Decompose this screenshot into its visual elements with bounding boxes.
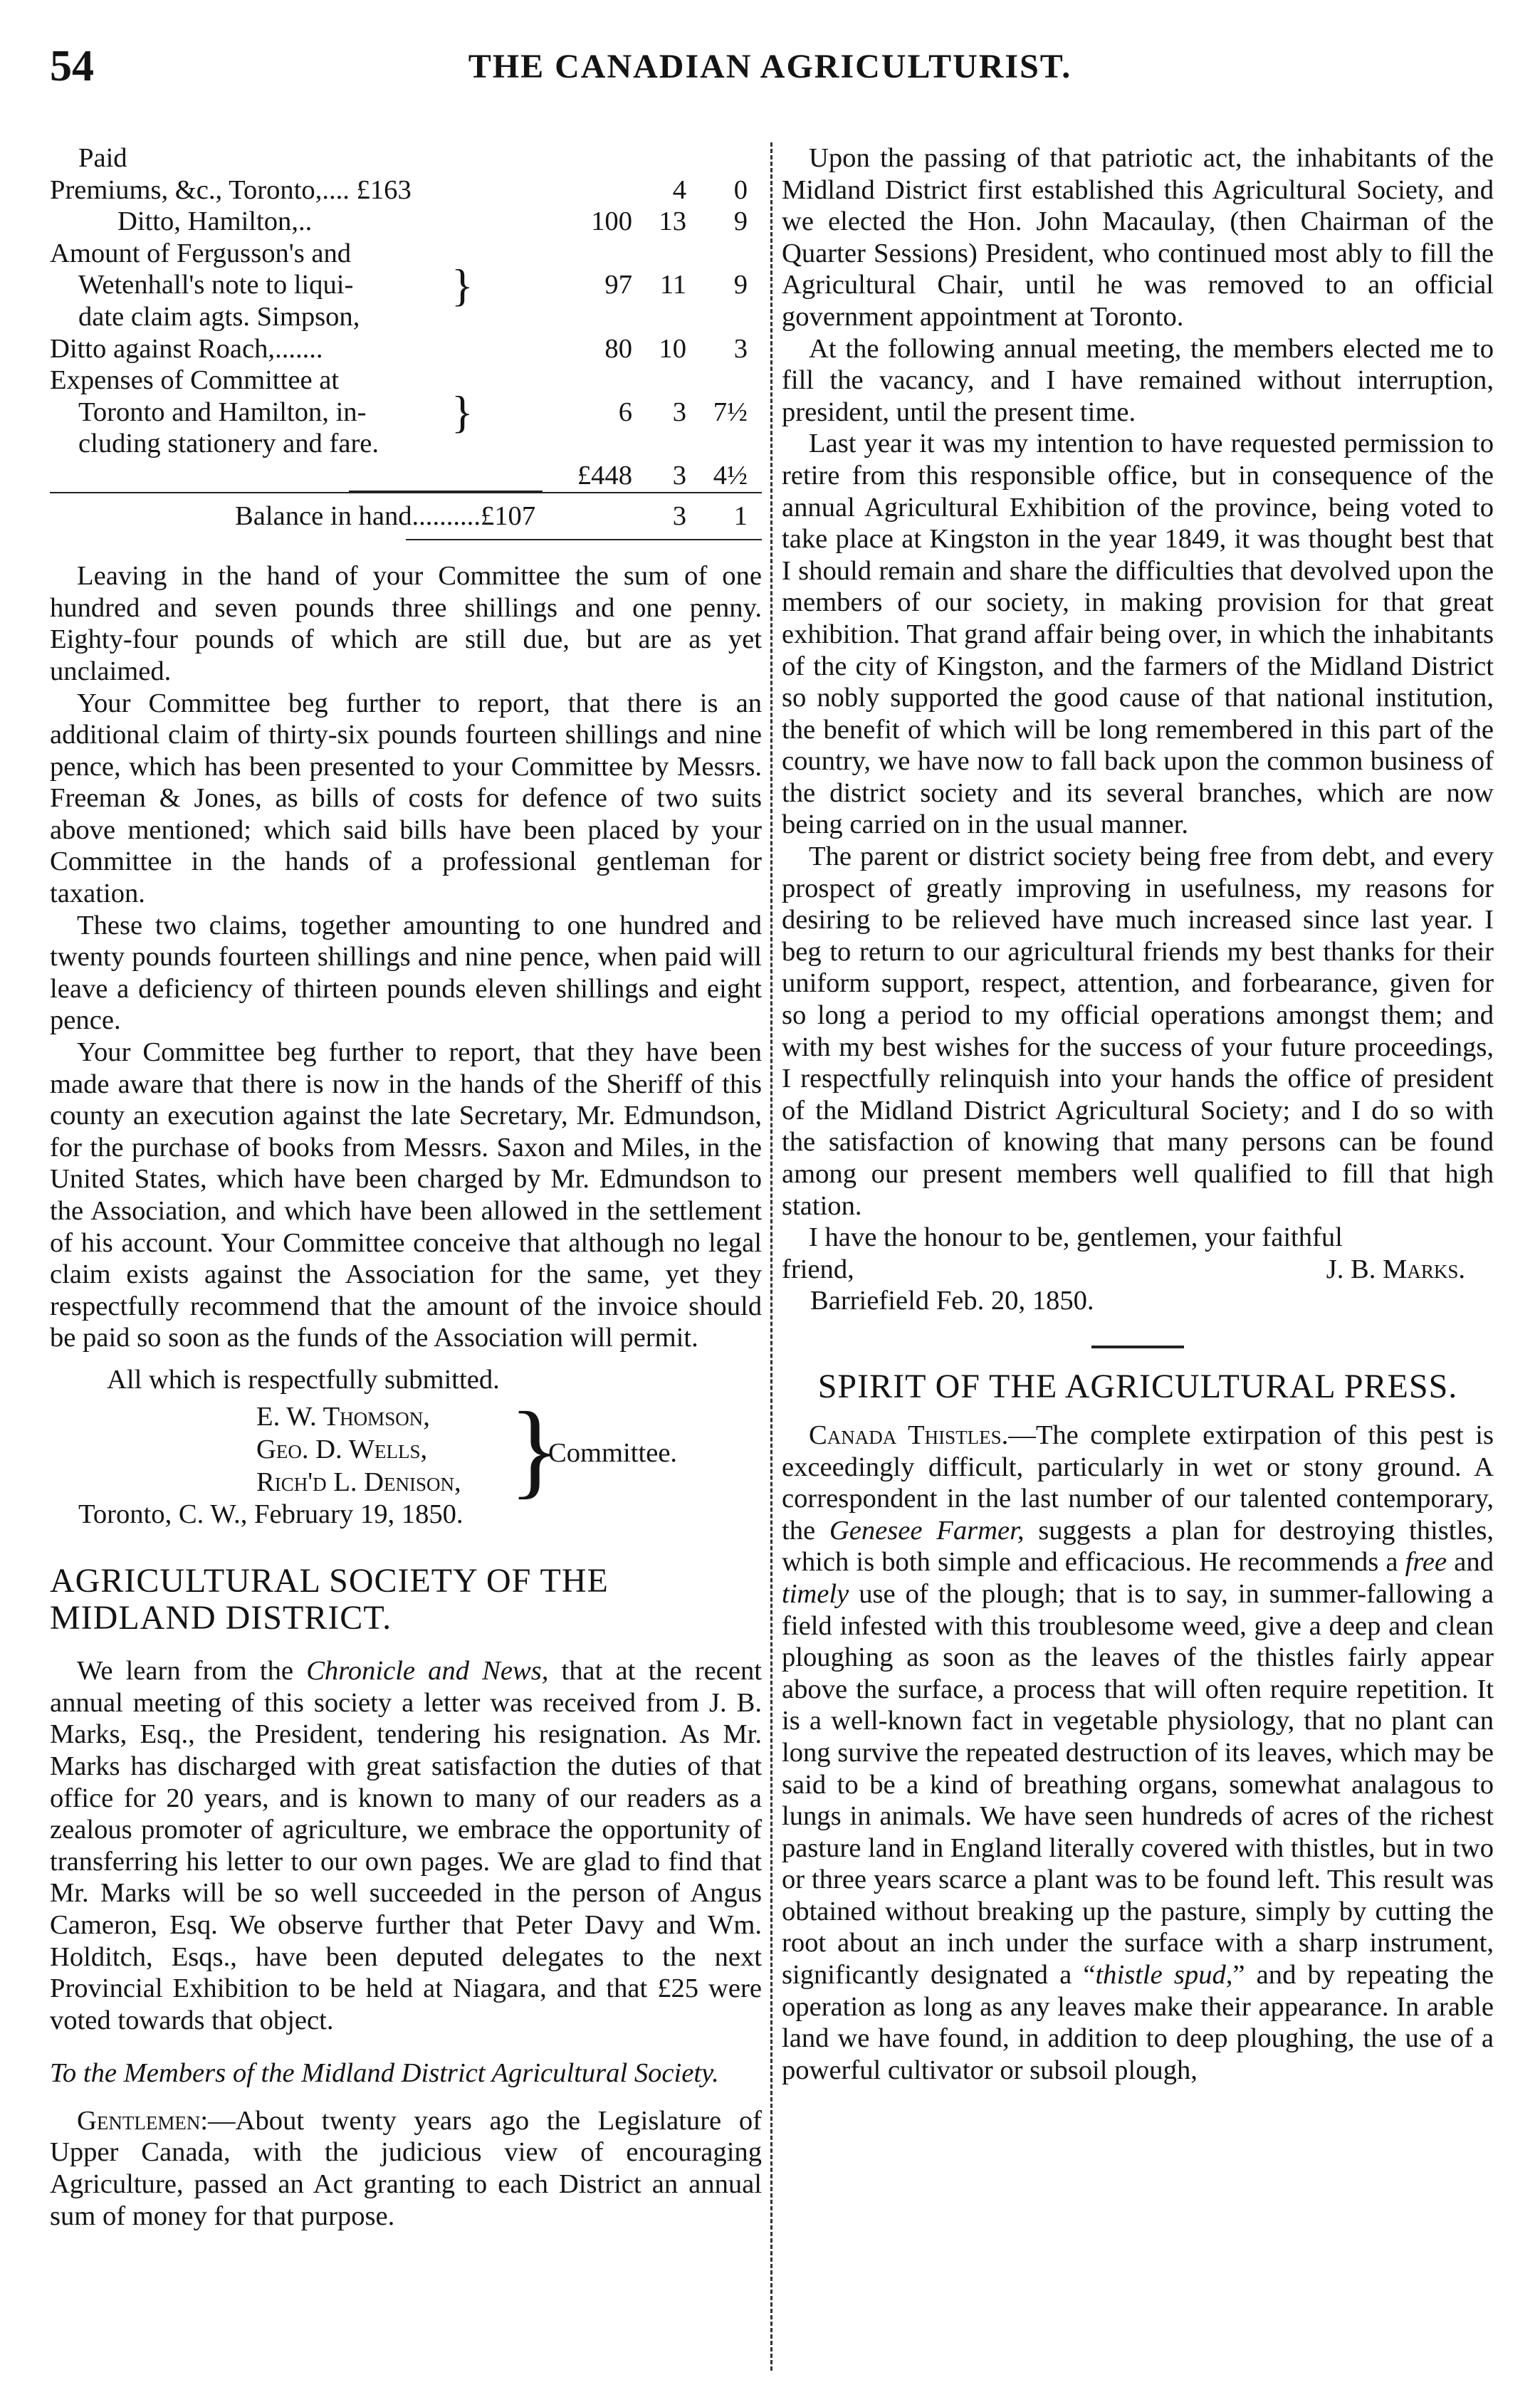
signer-name: Rich'd L. Denison, (256, 1467, 461, 1497)
place-date: Barriefield Feb. 20, 1850. (810, 1286, 1094, 1316)
account-pence: 0 (733, 174, 748, 205)
account-label: Ditto, Hamilton,.. (117, 206, 313, 237)
signer-name: E. W. Thomson, (256, 1401, 430, 1432)
paragraph: At the following annual meeting, the members elected me to fill the vacancy, and I have remained without interruption, president, until the present time. (782, 333, 1494, 427)
letter-address: To the Members of the Midland District Agricultural Society. (50, 2058, 719, 2089)
paragraph (50, 2105, 762, 2232)
newspaper-title: Chronicle and News, (306, 1656, 549, 1687)
total-row (50, 460, 762, 493)
article-heading: AGRICULTURAL SOCIETY OF THE MIDLAND DISTRICT. (50, 1562, 609, 1637)
section-heading: SPIRIT OF THE AGRICULTURAL PRESS. (817, 1367, 1458, 1405)
newspaper-title: Genesee Farmer, (829, 1515, 1025, 1546)
left-column (50, 142, 762, 2232)
brace: } (451, 259, 473, 310)
balance-pence: 1 (686, 493, 748, 533)
emphasis: free (1405, 1547, 1447, 1578)
account-pounds: 6 (618, 397, 632, 427)
account-label: date claim agts. Simpson, (78, 301, 360, 332)
closing-word: friend, (782, 1254, 854, 1284)
text-run: :—About twenty years ago the Legislature of Upper Canada, with the judicious view of encouraging Agriculture, passed an Act granting to each District an annual sum of money for that purpose. (50, 2105, 762, 2231)
table-row (50, 238, 762, 333)
brace: } (451, 387, 473, 438)
paragraph: Your Committee beg further to report, that there is an additional claim of thirty-six pounds fourteen shillings and nine pence, which has been presented to your Committee by Messrs. Freeman & Jones, as bills of costs for defence of two suits above mentioned; which said bills have been placed by your Committee in the hands of a professional gentleman for taxation. (50, 688, 762, 909)
account-heading-row (50, 142, 762, 174)
account-label: cluding stationery and fare. (78, 429, 379, 459)
text-run: ” and by repeating the operation as long as any leaves make their appearance. In arable land we have found, in addition to deep ploughing, the use of a powerful cultivator or subsoil plough, (782, 1960, 1494, 2085)
paragraph: Leaving in the hand of your Committee the sum of one hundred and seven pounds three shillings and one penny. Eighty-four pounds of which are still due, but are as yet unclaimed. (50, 561, 762, 686)
table-row (50, 365, 762, 460)
account-pounds: 80 (604, 333, 632, 364)
signer-name: Geo. D. Wells, (256, 1434, 428, 1464)
emphasis: thistle spud, (1095, 1960, 1233, 1991)
account-label: Premiums, &c., Toronto,.... £163 (50, 174, 412, 205)
dateline: Toronto, C. W., February 19, 1850. (78, 1499, 463, 1529)
account-pence: 3 (733, 333, 748, 364)
account-label: Ditto against Roach,....... (50, 333, 323, 364)
account-label: Toronto and Hamilton, in- (78, 397, 367, 427)
text-run: We learn from the (77, 1656, 307, 1687)
account-label: Expenses of Committee at (50, 365, 340, 396)
committee-signature (50, 1390, 762, 1509)
text-run: suggests a plan for destroying thistles, which is both simple and efficacious. He recommends a (782, 1515, 1494, 1578)
closing-line (782, 1254, 1494, 1286)
account-pounds: 97 (604, 270, 632, 300)
salutation: Gentlemen (77, 2105, 201, 2136)
paragraph (50, 1655, 762, 2036)
right-column (782, 142, 1494, 2086)
emphasis: timely (782, 1578, 849, 1609)
account-shillings: 11 (659, 270, 686, 300)
account-pence: 7½ (713, 397, 748, 427)
letter-signer: J. B. Marks. (1326, 1254, 1465, 1284)
paragraph: Your Committee beg further to report, that they have been made aware that there is now in the hands of the Sheriff of this county an execution against the late Secretary, Mr. Edmundson, for the purchase of books from Messrs. Saxon and Miles, in the United States, which have been charged by Mr. Edmundson to the Association, and which have been allowed in the settlement of his account. Your Committee conceive that although no legal claim exists against the Association for the same, yet they respectfully recommend that the amount of the invoice should be paid so soon as the funds of the Association will permit. (50, 1037, 762, 1353)
paragraph: Upon the passing of that patriotic act, the inhabitants of the Midland District first established this Agricultural Society, and we elected the Hon. John Macaulay, (then Chairman of the Quarter Sessions) President, who continued most ably to fill the Agricultural Chair, until he was removed to an official government appointment at Toronto. (782, 143, 1494, 332)
balance-row (50, 493, 762, 533)
account-total-pence: 4½ (713, 460, 748, 491)
text-run: —The complete extirpation of this pest is exceedingly difficult, particularly in wet or stony ground. A correspondent in the last number of our talented contemporary, the (782, 1420, 1494, 1546)
account-pounds: 100 (591, 206, 632, 237)
balance-shillings: 3 (632, 493, 686, 533)
balance-label: Balance in hand..........£107 (50, 493, 632, 533)
page-header (50, 41, 1490, 105)
page-number: 54 (50, 42, 94, 90)
section-divider (1091, 1346, 1184, 1348)
paragraph (782, 1420, 1494, 2086)
item-lead: Canada Thistles. (809, 1420, 1009, 1450)
table-row (50, 333, 762, 365)
text-run: use of the plough; that is to say, in summer-fallowing a field infested with this troublesome weed, give a deep and clean ploughing as soon as the leaves of the thistles fairly appear above the surface, a process that will often require repetition. It is a well-known fact in vegetable physiology, that no plant can long survive the repeated destruction of its leaves, which may be said to be a kind of breathing organs, somewhat analagous to lungs in animals. We have seen hundreds of acres of the richest pasture land in England literally covered with thistles, but in two or three years scarce a plant was to be found left. This result was obtained without breaking up the pasture, simply by cutting the root about an inch under the surface with a sharp instrument, significantly designated a “ (782, 1578, 1494, 1991)
text-run: and (1447, 1547, 1494, 1578)
account-total-pounds: £448 (577, 460, 632, 491)
account-heading: Paid (78, 143, 127, 173)
paragraph: These two claims, together amounting to one hundred and twenty pounds fourteen shillings and nine pence, when paid will leave a deficiency of thirteen pounds eleven shillings and eight pence. (50, 910, 762, 1036)
text-run: that at the recent annual meeting of this society a letter was received from J. B. Marks, Esq., the President, tendering his resignation. As Mr. Marks has discharged with great satisfaction the duties of that office for 20 years, and is known to many of our readers as a zealous promoter of agriculture, we embrace the opportunity of transferring his letter to our own pages. We are glad to find that Mr. Marks will be so well succeeded in the person of Angus Cameron, Esq. We observe further that Peter Davy and Wm. Holditch, Esqs., have been deputed delegates to the next Provincial Exhibition to be held at Niagara, and that £25 were voted towards that object. (50, 1656, 762, 2035)
account-label: Wetenhall's note to liqui- (78, 270, 354, 300)
running-title: THE CANADIAN AGRICULTURIST. (468, 48, 1072, 85)
account-shillings: 13 (659, 206, 686, 237)
submitted-line: All which is respectfully submitted. (107, 1364, 500, 1395)
account-table (50, 142, 762, 532)
account-pence: 9 (733, 270, 748, 300)
account-shillings: 3 (672, 397, 686, 427)
account-shillings: 4 (672, 174, 686, 205)
signer-names (256, 1400, 461, 1499)
paragraph: I have the honour to be, gentlemen, your faithful (809, 1222, 1343, 1253)
table-row (50, 174, 762, 206)
table-row (50, 206, 762, 238)
account-label: Amount of Fergusson's and (50, 238, 352, 268)
account-pence: 9 (733, 206, 748, 237)
paragraph: The parent or district society being free from debt, and every prospect of greatly improving in usefulness, my reasons for desiring to be relieved have much increased since last year. I beg to return to our agricultural friends my best thanks for their uniform support, respect, attention, and forbearance, given for so long a period to my official operations amongst them; and with my best wishes for the success of your future proceedings, I respectfully relinquish into your hands the office of president of the Midland District Agricultural Society; and I do so with the satisfaction of knowing that many persons can be found among our present members well qualified to fill that high station. (782, 841, 1494, 1221)
account-shillings: 10 (659, 333, 686, 364)
account-total-shillings: 3 (672, 460, 686, 491)
paragraph: Last year it was my intention to have requested permission to retire from this responsible office, but in consequence of the annual Agricultural Exhibition of the province, being voted to take place at Kingston in the year 1849, it was thought best that I should remain and share the difficulties that devolved upon the members of our society, in making provision for that great exhibition. That grand affair being over, in which the inhabitants of the city of Kingston, and the farmers of the Midland District so nobly supported the good cause of that national institution, the benefit of which will be long remembered in this part of the country, we have now to fall back upon the common business of the district society and its several branches, which are now being carried on in the usual manner. (782, 429, 1494, 840)
brace: } (509, 1390, 560, 1509)
committee-label: Committee. (548, 1437, 678, 1468)
column-rule (770, 142, 772, 2371)
